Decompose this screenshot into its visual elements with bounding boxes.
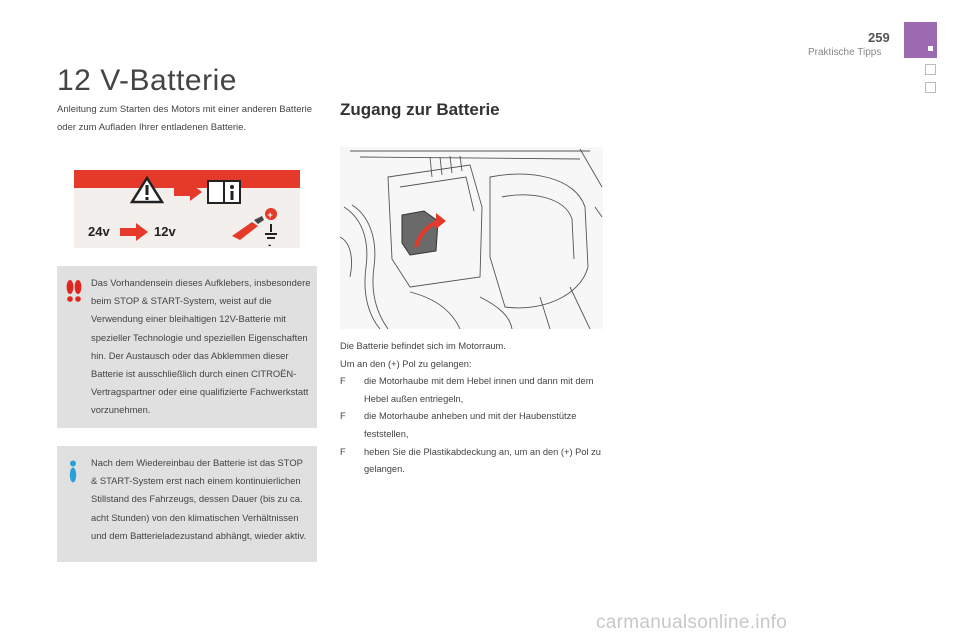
sticker-voltage-12: 12v: [154, 224, 176, 239]
page-title: 12 V-Batterie: [57, 64, 237, 97]
chapter-tab[interactable]: [925, 64, 936, 75]
engine-bay-image: [340, 147, 603, 329]
sticker-graphic: [74, 170, 300, 248]
watermark: carmanualsonline.info: [596, 612, 788, 633]
page-number: 259: [868, 30, 890, 45]
engine-bay-drawing: [340, 147, 603, 329]
info-text: Nach dem Wiedereinbau der Batterie ist das STOP & START-System erst nach einem kontinuierlichen Stillstand des Fahrzeugs, dessen Dauer (bis zu ca. acht Stunden) von den klimatischen Verhältnissen und dem Batterieladezustand abhängt, wieder aktiv.: [91, 457, 307, 541]
arrow-right-icon: [174, 183, 202, 201]
section-title: Zugang zur Batterie: [340, 100, 500, 119]
sticker-voltage-24: 24v: [88, 224, 110, 239]
jumper-clamp-icon: [232, 222, 258, 240]
instruction-step: [340, 444, 610, 479]
access-instructions: [340, 338, 610, 479]
info-icon: [66, 460, 80, 484]
bullet-symbol: F: [340, 376, 346, 387]
step-text: die Motorhaube mit dem Hebel innen und dann mit dem Hebel außen entriegeln,: [364, 376, 594, 404]
step-text: heben Sie die Plastikabdeckung an, um an den (+) Pol zu gelangen.: [364, 446, 601, 475]
info-box: [57, 446, 317, 562]
warning-box: [57, 266, 317, 428]
instructions-intro-2: Um an den (+) Pol zu gelangen:: [340, 358, 472, 369]
intro-text: Anleitung zum Starten des Motors mit einer anderen Batterie oder zum Aufladen Ihrer entladenen Batterie.: [57, 104, 313, 133]
sticker-plus-sign: +: [267, 210, 273, 220]
instruction-step: [340, 373, 610, 408]
exclamation-icon: [63, 278, 85, 304]
tab-marker-icon: [928, 46, 933, 51]
bullet-symbol: F: [340, 446, 346, 457]
arrow-right-icon: [120, 223, 148, 241]
sticker-minus-sign: -: [268, 240, 272, 248]
instruction-step: [340, 408, 610, 443]
battery-sticker-image: [74, 170, 300, 248]
bullet-symbol: F: [340, 411, 346, 422]
warning-text: Das Vorhandensein dieses Aufklebers, insbesondere beim STOP & START-System, weist auf die Verwendung einer bleihaltigen 12V-Batterie mit spezieller Technologie und speziellen Eigenschaften hin. Der Austausch oder das Abklemmen dieser Batterie ist ausschließlich durch einen CITROËN-Vertragspartner oder eine qualifizierte Fachwerkstatt vorzunehmen.: [91, 277, 311, 416]
battery-cover-highlight: [402, 211, 438, 255]
chapter-tab-active[interactable]: [904, 22, 937, 58]
step-text: die Motorhaube anheben und mit der Haubenstütze feststellen,: [364, 411, 577, 439]
instruction-steps: [340, 373, 610, 479]
chapter-tab[interactable]: [925, 82, 936, 93]
section-label: Praktische Tipps: [808, 47, 882, 58]
instructions-intro-1: Die Batterie befindet sich im Motorraum.: [340, 341, 506, 351]
